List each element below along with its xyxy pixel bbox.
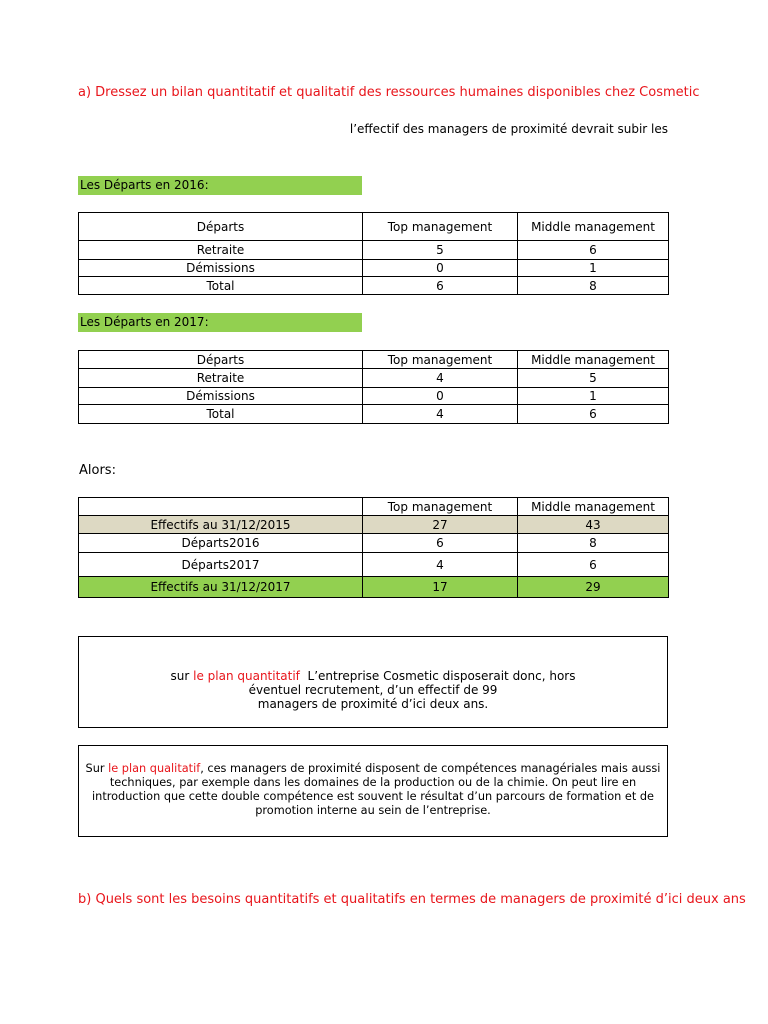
table-departs-2017 bbox=[78, 350, 669, 424]
cell: Départs2016 bbox=[79, 534, 363, 553]
cell: 8 bbox=[518, 534, 669, 553]
cell: 29 bbox=[518, 577, 669, 598]
subtitle: l’effectif des managers de proximité devrait subir les bbox=[349, 122, 668, 136]
table-header-row bbox=[79, 351, 669, 369]
qualitatif-prefix: Sur bbox=[85, 762, 109, 775]
cell: 4 bbox=[363, 369, 518, 388]
quantitatif-line-1 bbox=[79, 669, 667, 683]
cell: 6 bbox=[363, 534, 518, 553]
question-a: a) Dressez un bilan quantitatif et qualitatif des ressources humaines disponibles chez Cosmetic bbox=[78, 85, 700, 100]
cell: 6 bbox=[518, 553, 669, 577]
cell: 5 bbox=[363, 241, 518, 260]
cell: 6 bbox=[363, 277, 518, 295]
cell: 4 bbox=[363, 553, 518, 577]
table-row bbox=[79, 534, 669, 553]
table-effectifs bbox=[78, 497, 669, 598]
cell: 6 bbox=[518, 241, 669, 260]
quantitatif-prefix: sur bbox=[170, 669, 194, 683]
header-cell: Middle management bbox=[518, 351, 669, 369]
header-cell bbox=[79, 498, 363, 516]
table-row bbox=[79, 260, 669, 277]
table-row bbox=[79, 577, 669, 598]
qualitatif-line-1 bbox=[79, 762, 667, 776]
quantitatif-box bbox=[78, 636, 668, 728]
table-header-row bbox=[79, 213, 669, 241]
qualitatif-box bbox=[78, 745, 668, 837]
cell: 5 bbox=[518, 369, 669, 388]
table-row bbox=[79, 277, 669, 295]
quantitatif-line-2: éventuel recrutement, d’un effectif de 99 bbox=[248, 683, 498, 697]
cell: Total bbox=[79, 277, 363, 295]
cell: 1 bbox=[518, 388, 669, 405]
header-cell: Top management bbox=[363, 213, 518, 241]
qualitatif-line-3: introduction que cette double compétence est souvent le résultat d’un parcours de formation et de bbox=[92, 790, 654, 803]
cell: Retraite bbox=[79, 369, 363, 388]
header-cell: Middle management bbox=[518, 213, 669, 241]
cell: 1 bbox=[518, 260, 669, 277]
header-cell: Top management bbox=[363, 498, 518, 516]
quantitatif-highlight: le plan quantitatif bbox=[193, 669, 300, 683]
cell: Départs2017 bbox=[79, 553, 363, 577]
cell: Retraite bbox=[79, 241, 363, 260]
cell: 27 bbox=[363, 516, 518, 534]
qualitatif-line-2: techniques, par exemple dans les domaines de la production ou de la chimie. On peut lire en bbox=[109, 776, 637, 789]
cell: Effectifs au 31/12/2015 bbox=[79, 516, 363, 534]
question-b: b) Quels sont les besoins quantitatifs et qualitatifs en termes de managers de proximité d’ici deux ans bbox=[78, 892, 746, 907]
cell: 43 bbox=[518, 516, 669, 534]
header-cell: Middle management bbox=[518, 498, 669, 516]
cell: Effectifs au 31/12/2017 bbox=[79, 577, 363, 598]
alors-label: Alors: bbox=[79, 463, 116, 478]
quantitatif-line1-rest: L’entreprise Cosmetic disposerait donc, hors bbox=[299, 669, 576, 683]
table-row bbox=[79, 516, 669, 534]
table-row bbox=[79, 553, 669, 577]
table-row bbox=[79, 405, 669, 424]
cell: 0 bbox=[363, 260, 518, 277]
table-row bbox=[79, 241, 669, 260]
table-row bbox=[79, 369, 669, 388]
cell: Démissions bbox=[79, 260, 363, 277]
table-header-row bbox=[79, 498, 669, 516]
header-cell: Top management bbox=[363, 351, 518, 369]
label-departs-2017: Les Départs en 2017: bbox=[78, 313, 362, 332]
label-departs-2016: Les Départs en 2016: bbox=[78, 176, 362, 195]
cell: 4 bbox=[363, 405, 518, 424]
table-departs-2016 bbox=[78, 212, 669, 295]
quantitatif-line-3: managers de proximité d’ici deux ans. bbox=[257, 697, 489, 711]
cell: 8 bbox=[518, 277, 669, 295]
header-cell: Départs bbox=[79, 213, 363, 241]
qualitatif-line-4: promotion interne au sein de l’entreprise. bbox=[255, 804, 491, 817]
cell: 6 bbox=[518, 405, 669, 424]
cell: Total bbox=[79, 405, 363, 424]
cell: Démissions bbox=[79, 388, 363, 405]
header-cell: Départs bbox=[79, 351, 363, 369]
qualitatif-highlight: le plan qualitatif bbox=[108, 762, 201, 775]
cell: 17 bbox=[363, 577, 518, 598]
table-row bbox=[79, 388, 669, 405]
cell: 0 bbox=[363, 388, 518, 405]
qualitatif-line1-rest: , ces managers de proximité disposent de compétences managériales mais aussi bbox=[200, 762, 661, 775]
